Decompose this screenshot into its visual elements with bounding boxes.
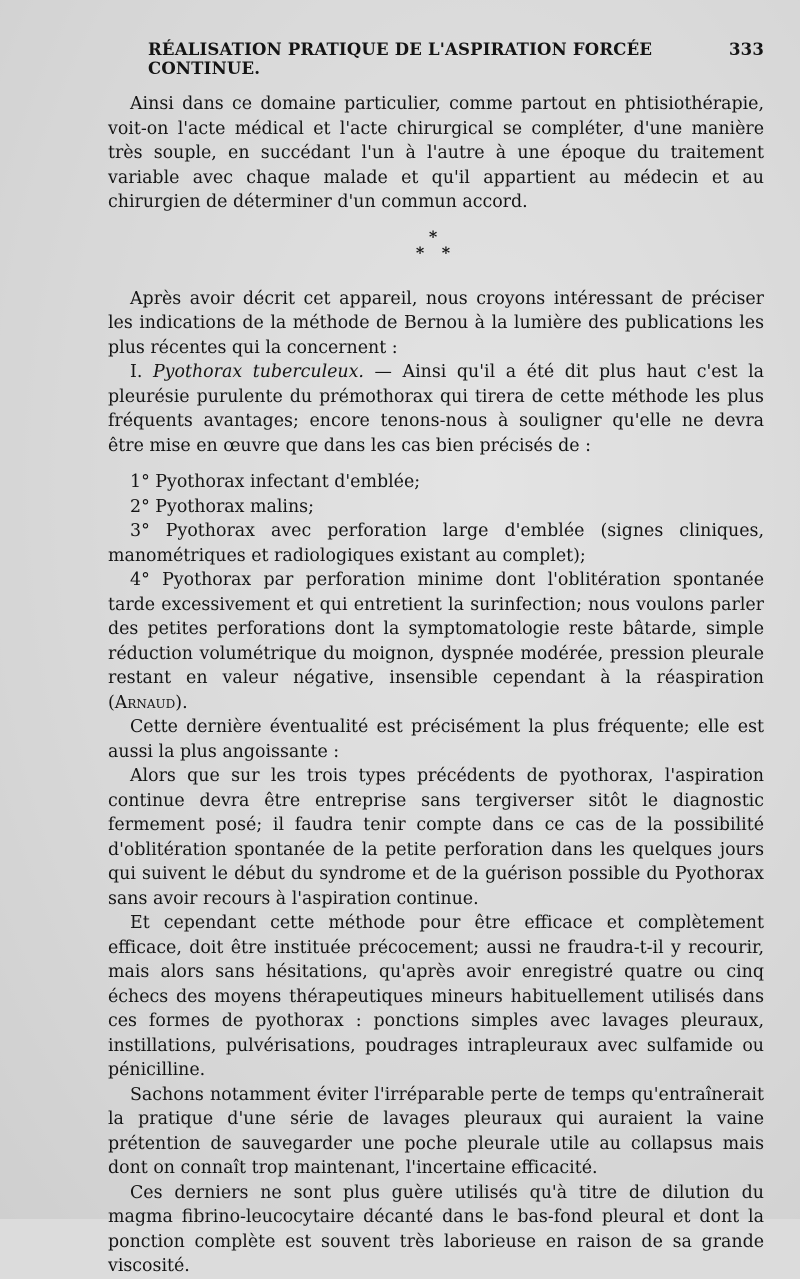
running-title: RÉALISATION PRATIQUE DE L'ASPIRATION FORCÉE CONTINUE.	[148, 40, 653, 78]
paragraph: Sachons notamment éviter l'irréparable perte de temps qu'entraînerait la pratique d'une série de lavages pleuraux qui auraient la vaine prétention de sauvegarder une poche pleurale utile au collapsus mais dont on connaît trop maintenant, l'incertaine efficacité.	[108, 1084, 764, 1178]
section-1-text: Ainsi qu'il a été dit plus haut c'est la pleurésie purulente du prémothorax qui tirera de cette méthode les plus fréquents avantages; encore tenons-nous à souligner qu'elle ne devra être mise en œuvre que dans les cas bien précisés de :	[108, 362, 765, 456]
list-text: Pyothorax malins;	[155, 496, 314, 517]
section-1-title: Pyothorax tuberculeux.	[152, 362, 364, 382]
list-item	[108, 568, 764, 715]
running-header	[148, 40, 764, 78]
separator-bottom: * *	[415, 242, 457, 262]
separator-top: *	[428, 226, 444, 246]
list-item	[108, 495, 764, 520]
list-marker: 2°	[130, 496, 150, 517]
paragraph: Ces derniers ne sont plus guère utilisés qu'à titre de dilution du magma fibrino-leucocytaire décanté dans le bas-fond pleural et dont la ponction complète est souvent très laborieuse en raison de sa grande viscosité.	[108, 1182, 764, 1276]
list-marker: 3°	[130, 521, 150, 541]
paragraph: Et cependant cette méthode pour être efficace et complètement efficace, doit être instituée précocement; aussi ne fraudra-t-il y recourir, mais alors sans hésitations, qu'après avoir enregistré quatre ou cinq échecs des moyens thérapeutiques mineurs habituellement utilisés dans ces formes de pyothorax : ponctions simples avec lavages pleuraux, instillations, pulvérisations, poudrages intrapleuraux avec sulfamide ou pénicilline.	[108, 913, 764, 1080]
page-number: 333	[728, 40, 764, 59]
indication-list	[108, 470, 764, 715]
list-marker: 4°	[130, 570, 150, 590]
paragraph: Cette dernière éventualité est précisément la plus fréquente; elle est aussi la plus angoissante :	[108, 717, 764, 762]
indications-paragraph: Après avoir décrit cet appareil, nous croyons intéressant de préciser les indications de la méthode de Bernou à la lumière des publications les plus récentes qui la concernent :	[108, 288, 764, 358]
intro-paragraph: Ainsi dans ce domaine particulier, comme partout en phtisiothérapie, voit-on l'acte médical et l'acte chirurgical se compléter, d'une manière très souple, en succédant l'un à l'autre à une époque du traitement variable avec chaque malade et qu'il appartient au médecin et au chirurgien de déterminer d'un commun accord.	[108, 94, 764, 212]
citation-author: Arnaud	[114, 692, 176, 713]
section-separator	[108, 226, 764, 262]
body-text	[108, 92, 764, 1279]
paragraph: Alors que sur les trois types précédents de pyothorax, l'aspiration continue devra être entreprise sans tergiverser sitôt le diagnostic fermement posé; il faudra tenir compte dans ce cas de la possibilité d'oblitération spontanée de la petite perforation dans les quelques jours qui suivent le début du syndrome et de la guérison possible du Pyothorax sans avoir recours à l'aspiration continue.	[108, 766, 764, 909]
list-text-tail: ).	[175, 692, 188, 713]
list-marker: 1°	[130, 472, 150, 492]
list-text: Pyothorax infectant d'emblée;	[155, 472, 421, 492]
section-1-paragraph	[108, 360, 764, 458]
list-text: Pyothorax avec perforation large d'emblée (signes cliniques, manométriques et radiologiques existant au complet);	[108, 521, 765, 566]
section-1-dash: —	[363, 362, 403, 382]
section-1-number: I.	[130, 362, 143, 382]
list-item	[108, 519, 764, 568]
list-item	[108, 470, 764, 495]
list-text: Pyothorax par perforation minime dont l'oblitération spontanée tarde excessivement et qui entretient la surinfection; nous voulons parler des petites perforations dont la symptomatologie reste bâtarde, simple réduction volumétrique du moignon, dyspnée modérée, pression pleurale restant en valeur négative, insensible cependant à la réaspiration (	[108, 570, 765, 713]
